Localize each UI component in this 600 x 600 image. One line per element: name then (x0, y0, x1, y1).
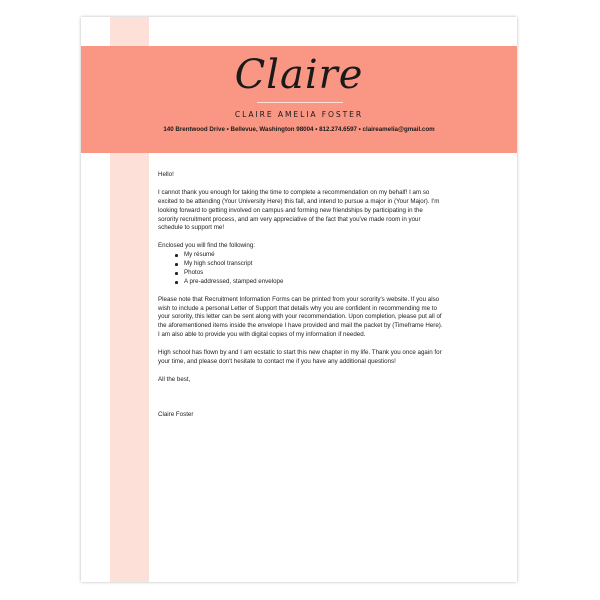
greeting: Hello! (158, 171, 174, 178)
contact-line: 140 Brentwood Drive • Bellevue, Washington 98004 • 812.274.6597 • claireamelia@gmail.com (163, 126, 435, 133)
enclosed-list (158, 251, 444, 287)
name-divider (257, 102, 343, 103)
header-band (81, 46, 517, 153)
letter-body (158, 171, 444, 429)
enclosed-intro: Enclosed you will find the following: (158, 242, 255, 250)
paragraph-2: Please note that Recruitment Information Forms can be printed from your sorority's website. If you also wish to include a personal Letter of Support that details why you are confident in recommending me to your sorority, this letter can be sent along with your recommendation. Upon completion, please put all of the aforementioned items inside the envelope I have provided and mail the packet by (Timeframe Here). I am also able to provide you with digital copies of my information if needed. (158, 295, 443, 339)
list-item: My résumé (184, 251, 444, 260)
letter-page (81, 17, 517, 582)
paragraph-1: I cannot thank you enough for taking the time to complete a recommendation on my behalf! I am so excited to be attending (Your University Here) this fall, and intend to pursue a major in (Your Major). I'm looking forward to getting involved on campus and forming new friendships by participating in the sorority recruitment process, and am very appreciative of the fact that you've made room in your schedule to support me! (158, 188, 440, 232)
closing: All the best, (158, 375, 191, 383)
script-name-logo: Claire (234, 52, 364, 98)
list-item: A pre-addressed, stamped envelope (184, 278, 444, 287)
paragraph-3: High school has flown by and I am ecstatic to start this new chapter in my life. Thank you once again for your time, and please don't hesitate to contact me if you have any additional questions! (158, 349, 442, 365)
signature: Claire Foster (158, 411, 194, 419)
list-item: Photos (184, 269, 444, 278)
list-item: My high school transcript (184, 260, 444, 269)
full-name: CLAIRE AMELIA FOSTER (234, 110, 364, 119)
signature-space (158, 394, 444, 412)
